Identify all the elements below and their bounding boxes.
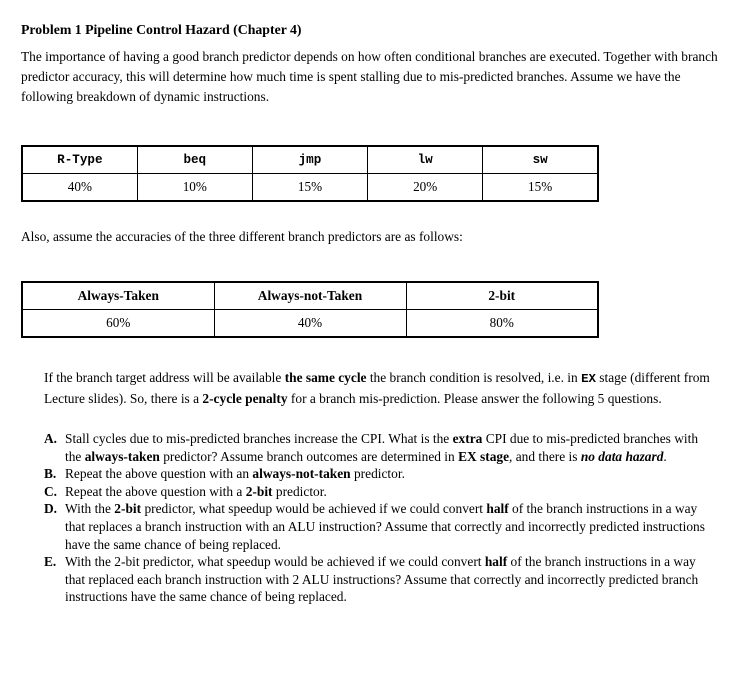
table-cell: 15% (483, 174, 598, 202)
table-cell: 80% (406, 310, 598, 338)
question-label: C. (44, 483, 58, 499)
table-cell: 40% (22, 174, 137, 202)
table-header-cell: Always-Taken (22, 282, 214, 310)
question-label: A. (44, 431, 58, 446)
table-header-cell: jmp (252, 146, 367, 174)
question-item-a (44, 430, 717, 465)
table-header-row (22, 146, 598, 174)
question-label: E. (44, 554, 57, 570)
question-text: Stall cycles due to mis-predicted branches increase the CPI. What is the extra CPI due to mis-predicted branches with the always-taken predictor? Assume branch outcomes are determined in EX stage, and there is no data hazard. (65, 431, 699, 464)
table-cell: 40% (214, 310, 406, 338)
page-title: Problem 1 Pipeline Control Hazard (Chapter 4) (21, 22, 302, 37)
table-value-row (22, 174, 598, 202)
table-header-cell: Always-not-Taken (214, 282, 406, 310)
table-header-cell: 2-bit (406, 282, 598, 310)
table-cell: 15% (252, 174, 367, 202)
intro-paragraph: The importance of having a good branch predictor depends on how often conditional branches are executed. Together with branch predictor accuracy, this will determine how much time is spent stalling due to mis-predicted branches. Assume we have the following breakdown of dynamic instructions. (21, 49, 718, 104)
question-text: With the 2-bit predictor, what speedup would be achieved if we could convert half of the branch instructions in a way that replaces a branch instruction with an ALU instruction? Assume that correctly and incorrectly predicted instructions have the same chance of being replaced. (65, 501, 705, 552)
accuracy-intro-line: Also, assume the accuracies of the three different branch predictors are as follows: (21, 229, 463, 244)
table-header-cell: R-Type (22, 146, 137, 174)
question-text: Repeat the above question with a 2-bit predictor. (65, 483, 327, 499)
question-item-b (44, 465, 717, 483)
table-header-row (22, 282, 598, 310)
table-cell: 10% (137, 174, 252, 202)
question-item-e (44, 553, 717, 606)
predictor-accuracy-table (21, 281, 599, 338)
question-item-d (44, 500, 717, 553)
table-value-row (22, 310, 598, 338)
note-paragraph: If the branch target address will be available the same cycle the branch condition is resolved, i.e. in EX stage (different from Lecture slides). So, there is a 2-cycle penalty for a branch mis-prediction. Please answer the following 5 questions. (44, 370, 710, 406)
question-label: B. (44, 466, 57, 482)
table-header-cell: lw (368, 146, 483, 174)
table-cell: 20% (368, 174, 483, 202)
question-list (44, 430, 717, 606)
question-text: With the 2-bit predictor, what speedup would be achieved if we could convert half of the branch instructions in a way that replaced each branch instruction with 2 ALU instructions? Assume that correctly and incorrectly predicted branch instructions have the same chance of being replaced. (65, 554, 699, 605)
question-item-c (44, 483, 717, 501)
table-header-cell: beq (137, 146, 252, 174)
question-text: Repeat the above question with an always-not-taken predictor. (65, 466, 405, 482)
instruction-mix-table (21, 145, 599, 202)
question-label: D. (44, 501, 58, 517)
table-cell: 60% (22, 310, 214, 338)
table-header-cell: sw (483, 146, 598, 174)
